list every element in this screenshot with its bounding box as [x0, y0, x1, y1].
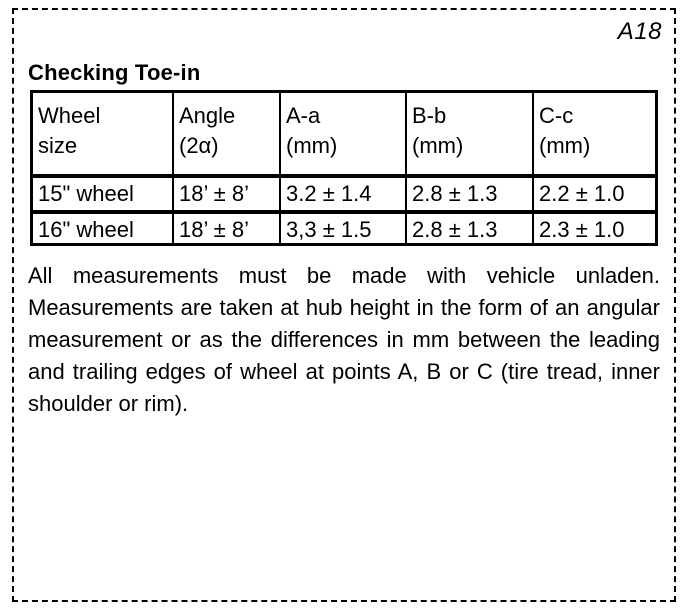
- header-c-c: [533, 93, 655, 176]
- header-a-a: [280, 93, 406, 176]
- table-cell: 2.3 ± 1.0: [533, 212, 655, 246]
- table-cell: 18’ ± 8’: [173, 176, 280, 212]
- measurement-note: All measurements must be made with vehicle unladen. Measurements are taken at hub height in the form of an angular measurement or as the differences in mm between the leading and trailing edges of wheel at points A, B or C (tire tread, inner shoulder or rim).: [28, 263, 660, 416]
- table-row: [33, 176, 655, 212]
- header-line: B-b: [412, 103, 447, 128]
- header-line: (mm): [412, 132, 464, 158]
- table-cell: 15" wheel: [33, 176, 173, 212]
- table-cell: 2.8 ± 1.3: [406, 212, 533, 246]
- table-cell: 3.2 ± 1.4: [280, 176, 406, 212]
- table-row: [33, 212, 655, 246]
- table-cell: 18’ ± 8’: [173, 212, 280, 246]
- table-cell: 2.2 ± 1.0: [533, 176, 655, 212]
- table-header-row: [33, 93, 655, 176]
- header-line: C-c: [539, 103, 574, 128]
- table-cell: 3,3 ± 1.5: [280, 212, 406, 246]
- header-line: Wheel: [38, 103, 101, 128]
- header-line: size: [38, 132, 78, 158]
- section-title: Checking Toe-in: [28, 60, 201, 85]
- document-card: [12, 8, 676, 602]
- header-line: (mm): [286, 132, 338, 158]
- header-line: (mm): [539, 132, 591, 158]
- header-line: (2α): [179, 132, 219, 158]
- header-wheel-size: [33, 93, 173, 176]
- header-angle: [173, 93, 280, 176]
- toe-in-table: [30, 90, 658, 246]
- header-b-b: [406, 93, 533, 176]
- header-line: Angle: [179, 103, 236, 128]
- table-cell: 16" wheel: [33, 212, 173, 246]
- page-number: A18: [617, 18, 662, 45]
- table-cell: 2.8 ± 1.3: [406, 176, 533, 212]
- toe-in-data-table: [33, 93, 655, 246]
- header-line: A-a: [286, 103, 321, 128]
